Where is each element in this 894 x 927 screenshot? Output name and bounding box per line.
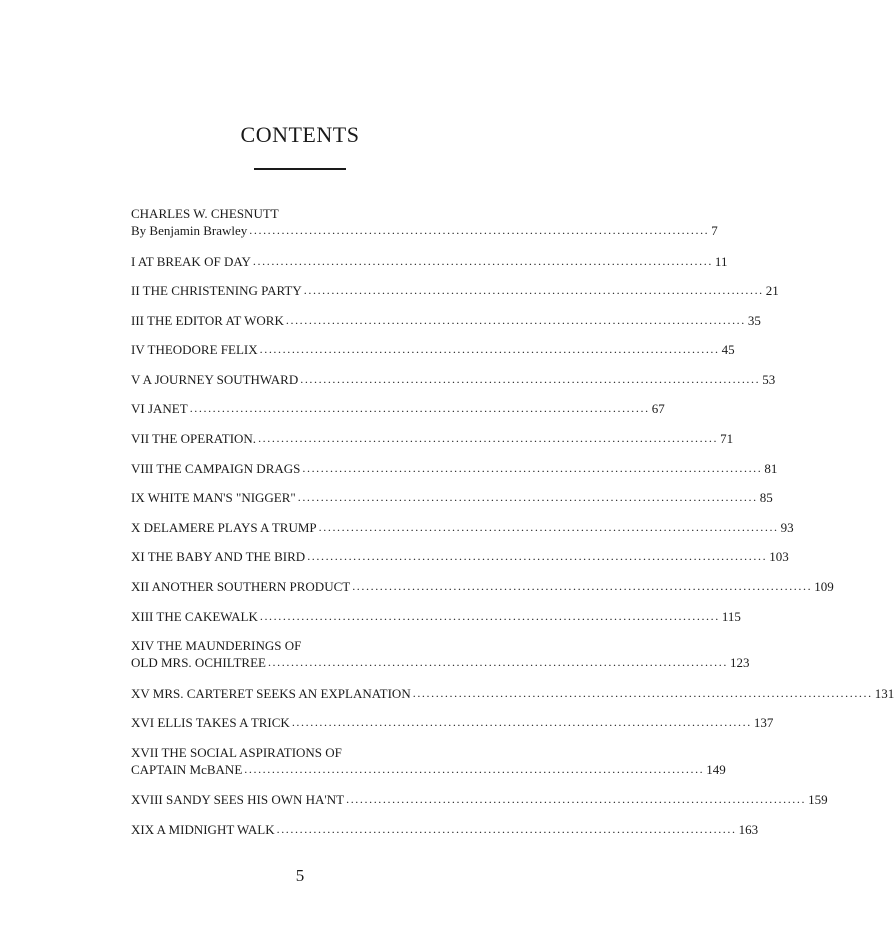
toc-entry-page-number: 123	[729, 655, 750, 671]
toc-entry-title: IX WHITE MAN'S "NIGGER"	[131, 490, 296, 506]
toc-entry-title: II THE CHRISTENING PARTY	[131, 283, 302, 299]
toc-entry-page-number: 7	[711, 223, 718, 238]
toc-entry-title-line: XVII THE SOCIAL ASPIRATIONS OF	[131, 744, 342, 760]
dot-leader: ....................................................................................................	[252, 253, 713, 268]
toc-entry-title: By Benjamin Brawley	[131, 223, 248, 238]
toc-entry[interactable]	[131, 685, 894, 715]
toc-entry-page-number: 93	[780, 519, 794, 535]
dot-leader: ....................................................................................................	[244, 761, 705, 776]
toc-entry-title: XIII THE CAKEWALK	[131, 608, 258, 624]
toc-entry[interactable]	[131, 400, 665, 430]
toc-entry-page-number: 137	[753, 715, 774, 731]
toc-entry-page-number: 71	[720, 431, 734, 447]
toc-entry-page-number: 67	[651, 401, 665, 417]
toc-entry[interactable]	[131, 430, 734, 460]
toc-entry-row	[131, 371, 776, 388]
dot-leader: ....................................................................................................	[318, 519, 779, 534]
toc-entry[interactable]	[131, 637, 750, 685]
toc-entry-row	[131, 253, 728, 270]
toc-entry-title: XV MRS. CARTERET SEEKS AN EXPLANATION	[131, 685, 411, 701]
toc-entry-page-number: 45	[721, 342, 735, 358]
toc-entry-row	[131, 578, 834, 595]
toc-entry[interactable]	[131, 821, 759, 851]
contents-heading: CONTENTS	[240, 122, 360, 147]
toc-entry-title-line: CHARLES W. CHESNUTT	[131, 206, 279, 221]
toc-entry-row	[131, 685, 894, 702]
toc-entry-row	[131, 548, 789, 565]
toc-entry-page-number: 21	[765, 283, 779, 299]
toc-entry-row	[131, 519, 794, 536]
toc-entry-title: OLD MRS. OCHILTREE	[131, 655, 266, 671]
toc-entry-row	[131, 489, 773, 506]
toc-entry-page-number: 159	[808, 792, 828, 808]
toc-entry-title: III THE EDITOR AT WORK	[131, 312, 284, 328]
toc-entry[interactable]	[131, 744, 726, 792]
toc-entry[interactable]	[131, 460, 778, 490]
toc-entry-row	[131, 791, 828, 808]
toc-entry-row	[131, 460, 778, 477]
toc-entry[interactable]	[131, 489, 773, 519]
toc-entry[interactable]	[131, 253, 728, 283]
dot-leader: ....................................................................................................	[189, 401, 650, 416]
toc-entry[interactable]	[131, 548, 789, 578]
dot-leader: ....................................................................................................	[307, 549, 768, 564]
toc-entry-row	[131, 654, 750, 671]
toc-entry-page-number: 131	[874, 685, 894, 701]
dot-leader: ....................................................................................................	[291, 715, 752, 730]
toc-entry-row	[131, 312, 761, 329]
toc-entry[interactable]	[131, 714, 774, 744]
toc-entry-title: XI THE BABY AND THE BIRD	[131, 549, 306, 565]
dot-leader: ....................................................................................................	[300, 371, 761, 386]
toc-entry-title: VII THE OPERATION.	[131, 431, 257, 447]
toc-entry[interactable]	[131, 608, 741, 638]
toc-entry[interactable]	[131, 282, 779, 312]
toc-entry-page-number: 35	[747, 312, 761, 328]
dot-leader: ....................................................................................................	[352, 579, 813, 594]
toc-entry[interactable]	[131, 578, 834, 608]
dot-leader: ....................................................................................................	[346, 792, 807, 807]
heading-rule	[254, 168, 346, 170]
toc-entry-title: CAPTAIN McBANE	[131, 761, 243, 777]
toc-entry-row	[131, 222, 718, 239]
dot-leader: ....................................................................................................	[267, 655, 728, 670]
dot-leader: ....................................................................................................	[249, 223, 710, 237]
toc-entry-row	[131, 821, 759, 838]
toc-entry-page-number: 81	[764, 460, 778, 476]
toc-entry-row	[131, 714, 774, 731]
dot-leader: ....................................................................................................	[297, 490, 758, 505]
dot-leader: ....................................................................................................	[303, 283, 764, 298]
dot-leader: ....................................................................................................	[285, 312, 746, 327]
toc-entry-page-number: 109	[814, 579, 834, 595]
toc-entry-page-number: 115	[721, 608, 741, 624]
toc-entry-title: VIII THE CAMPAIGN DRAGS	[131, 460, 301, 476]
toc-entry-row	[131, 282, 779, 299]
toc-entry-title: X DELAMERE PLAYS A TRUMP	[131, 519, 317, 535]
toc-entry[interactable]	[131, 312, 761, 342]
dot-leader: ....................................................................................................	[259, 342, 720, 357]
dot-leader: ....................................................................................................	[259, 608, 720, 623]
dot-leader: ....................................................................................................	[258, 431, 719, 446]
toc-entry-page-number: 11	[714, 253, 728, 269]
dot-leader: ....................................................................................................	[412, 685, 873, 700]
toc-entry-title: I AT BREAK OF DAY	[131, 253, 251, 269]
toc-entry-title: IV THEODORE FELIX	[131, 342, 258, 358]
toc-entry-row	[131, 430, 734, 447]
toc-entry-title: VI JANET	[131, 401, 188, 417]
toc-entry-title: XVIII SANDY SEES HIS OWN HA'NT	[131, 792, 345, 808]
toc-entry-page-number: 163	[738, 822, 759, 837]
toc-entry-page-number: 53	[762, 371, 776, 387]
toc-entry-page-number: 85	[759, 490, 773, 506]
toc-entry-title: V A JOURNEY SOUTHWARD	[131, 371, 299, 387]
toc-entry-title: XII ANOTHER SOUTHERN PRODUCT	[131, 579, 351, 595]
toc-entry-page-number: 149	[706, 761, 726, 777]
toc-entry-page-number: 103	[769, 549, 789, 565]
toc-entry[interactable]	[131, 341, 735, 371]
toc-entry[interactable]	[131, 371, 776, 401]
toc-entry-title: XVI ELLIS TAKES A TRICK	[131, 715, 290, 731]
toc-entry-row	[131, 761, 726, 778]
toc-entry-title-line: XIV THE MAUNDERINGS OF	[131, 638, 302, 654]
table-of-contents	[131, 205, 894, 851]
toc-entry-row	[131, 608, 741, 625]
toc-entry-row	[131, 341, 735, 358]
toc-entry-row	[131, 400, 665, 417]
page-number: 5	[295, 866, 305, 885]
dot-leader: ....................................................................................................	[302, 460, 763, 475]
toc-entry-title: XIX A MIDNIGHT WALK	[131, 822, 275, 837]
toc-entry[interactable]	[131, 519, 794, 549]
toc-entry[interactable]	[131, 791, 828, 821]
toc-entry[interactable]	[131, 205, 718, 253]
dot-leader: ....................................................................................................	[276, 822, 737, 836]
